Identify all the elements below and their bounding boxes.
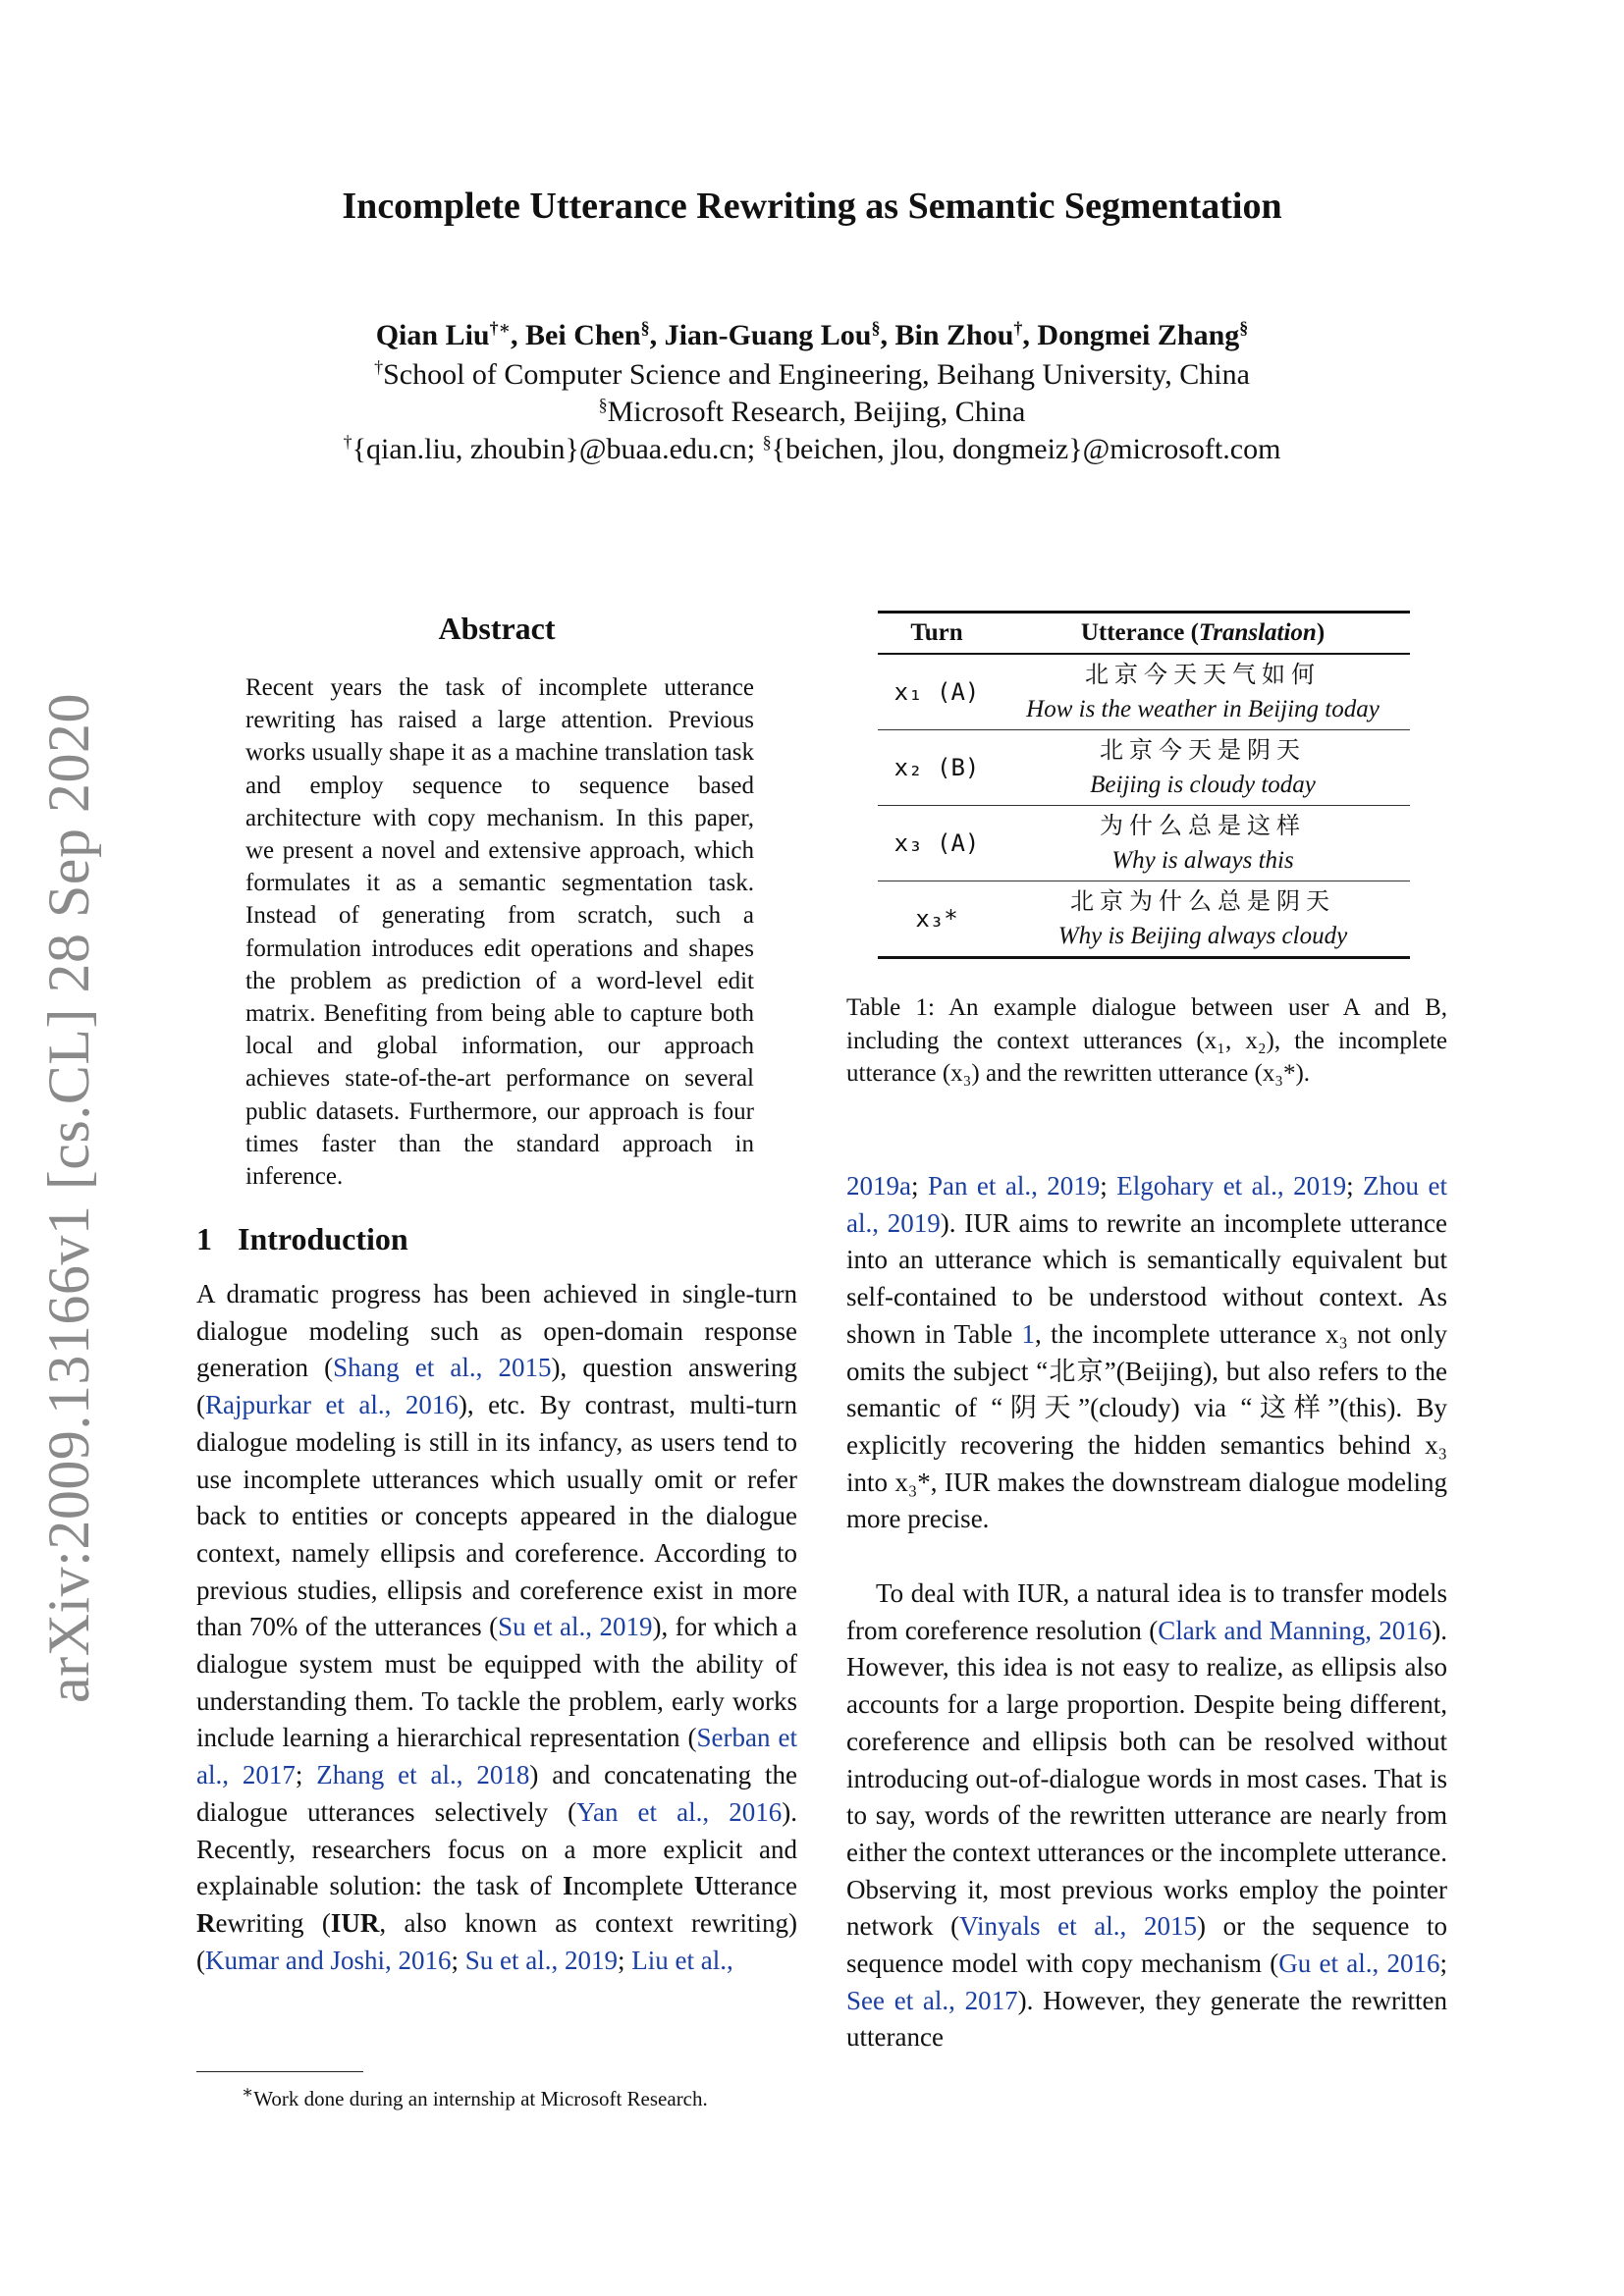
citation-link[interactable]: Vinyals et al., 2015 [959,1911,1197,1942]
intro-paragraph-right-2: To deal with IUR, a natural idea is to transfer models from coreference resolution (Clark and Manning, 2016). However, this idea is not easy to realize, as ellipsis also accounts for a large proportion. Despite being different, coreference and ellipsis both can be resolved without introducing out-of-dialogue words in most cases. That is to say, words of the rewritten utterance are nearly from either the context utterances or the incomplete utterance. Observing it, most previous works employ the pointer network (Vinyals et al., 2015) or the sequence to sequence model with copy mechanism (Gu et al., 2016; See et al., 2017). However, they generate the rewritten utterance [846,1578,1447,2053]
section-title: Introduction [238,1221,408,1256]
utterance-cell: 北京今天天气如何 How is the weather in Beijing today [996,654,1410,730]
footnote-mark: ∗ [242,2082,254,2102]
author-mark: § [871,318,881,338]
footnote-rule [196,2071,363,2072]
citation-link[interactable]: Zhang et al., 2018 [316,1760,530,1790]
utterance-cell: 北京为什么总是阴天 Why is Beijing always cloudy [996,881,1410,958]
author-mark: § [1239,318,1249,338]
table-row [878,881,1410,958]
citation-link[interactable]: 2019a [846,1171,911,1201]
author-mark: § [640,318,650,338]
section-heading [196,1221,408,1257]
author-emails [0,423,1624,468]
citation-link[interactable]: Liu et al., [631,1945,733,1975]
author-name: Bin Zhou [894,319,1014,351]
dialogue-table [878,611,1410,959]
email-beihang: {qian.liu, zhoubin}@buaa.edu.cn; [352,433,763,465]
turn-cell: x₁ (A) [878,654,996,730]
citation-link[interactable]: Pan et al., 2019 [927,1171,1101,1201]
turn-cell: x₂ (B) [878,730,996,806]
table-row [878,730,1410,806]
turn-cell: x₃* [878,881,996,958]
intro-paragraph-left: A dramatic progress has been achieved in single-turn dialogue modeling such as open-domain response generation (Shang et al., 2015), question answering (Rajpurkar et al., 2016), etc. By contrast, multi-turn dialogue modeling is still in its infancy, as users tend to use incomplete utterances which usually omit or refer back to entities or concepts appeared in the dialogue context, namely ellipsis and coreference. According to previous studies, ellipsis and coreference exist in more than 70% of the utterances (Su et al., 2019), for which a dialogue system must be equipped with the ability of understanding them. To tackle the problem, early works include learning a hierarchical representation (Serban et al., 2017; Zhang et al., 2018) and concatenating the dialogue utterances selectively (Yan et al., 2016). Recently, researchers focus on a more explicit and explainable solution: the task of Incomplete Utterance Rewriting (IUR, also known as context rewriting) (Kumar and Joshi, 2016; Su et al., 2019; Liu et al., [196,1279,798,1975]
table-reference-link[interactable]: 1 [1021,1318,1036,1349]
citation-link[interactable]: Rajpurkar et al., 2016 [205,1390,459,1420]
footnote-text: Work done during an internship at Microsoft Research. [253,2087,708,2110]
arxiv-sidebar [29,692,108,1703]
table-caption: Table 1: An example dialogue between user A and B, including the context utterances (x₁, x₂), the incomplete utterance (x₃) and the rewritten utterance (x₃*). [846,994,1447,1087]
utterance-cell: 北京今天是阴天 Beijing is cloudy today [996,730,1410,806]
citation-link[interactable]: See et al., 2017 [846,1985,1018,2015]
table-header-turn: Turn [878,613,996,655]
abstract-text: Recent years the task of incomplete utterance rewriting has raised a large attention. Previous works usually shape it as a machine translation task and employ sequence to sequence based architecture with copy mechanism. In this paper, we present a novel and extensive approach, which formulates it as a semantic segmentation task. Instead of generating from scratch, such a formulation introduces edit operations and shapes the problem as prediction of a word-level edit matrix. Benefiting from being able to capture both local and global information, our approach achieves state-of-the-art performance on several public datasets. Furthermore, our approach is four times faster than the standard approach in inference. [245,674,754,1191]
citation-link[interactable]: Clark and Manning, 2016 [1158,1615,1433,1645]
author-mark: † [1013,318,1023,338]
table-row [878,654,1410,730]
affiliation-text: Microsoft Research, Beijing, China [607,396,1026,428]
citation-link[interactable]: Zhou et al., 2019 [846,1171,1447,1238]
citation-link[interactable]: Su et al., 2019 [498,1612,653,1642]
utterance-cell: 为什么总是这样 Why is always this [996,806,1410,881]
author-name: Dongmei Zhang [1037,319,1240,351]
affiliation-text: School of Computer Science and Engineering, Beihang University, China [383,358,1250,391]
author-mark: †∗ [489,318,512,338]
citation-link[interactable]: Su et al., 2019 [464,1945,618,1975]
table-header-utterance: Utterance (Translation) [996,613,1410,655]
affiliation-mark: † [374,357,384,377]
citation-link[interactable]: Serban et al., 2017 [196,1723,797,1790]
citation-link[interactable]: Shang et al., 2015 [333,1353,552,1383]
citation-link[interactable]: Kumar and Joshi, 2016 [205,1945,452,1975]
author-name: Bei Chen [525,319,641,351]
footnote [196,2079,797,2111]
author-name: Jian-Guang Lou [664,319,872,351]
author-list: Qian Liu†∗, Bei Chen§, Jian-Guang Lou§, Bin Zhou†, Dongmei Zhang§ [375,318,1249,351]
citation-link[interactable]: Gu et al., 2016 [1278,1949,1440,1979]
paper-title: Incomplete Utterance Rewriting as Semantic Segmentation [342,186,1282,227]
turn-cell: x₃ (A) [878,806,996,881]
affiliation-mark: † [343,432,352,452]
arxiv-identifier: arXiv:2009.13166v1 [cs.CL] 28 Sep 2020 [35,692,101,1703]
affiliation-mark: § [598,395,608,414]
table-row [878,806,1410,881]
citation-link[interactable]: Yan et al., 2016 [576,1796,783,1827]
citation-link[interactable]: Elgohary et al., 2019 [1116,1171,1347,1201]
email-microsoft: {beichen, jlou, dongmeiz}@microsoft.com [771,433,1281,465]
author-name: Qian Liu [375,319,490,351]
abstract-heading: Abstract [438,611,556,646]
affiliation-mark: § [762,432,772,452]
section-number: 1 [196,1221,212,1256]
intro-paragraph-right-1: 2019a; Pan et al., 2019; Elgohary et al., 2019; Zhou et al., 2019). IUR aims to rewrite an incomplete utterance into an utterance which is semantically equivalent but self-contained to be understood without context. As shown in Table 1, the incomplete utterance x₃ not only omits the subject “北京”(Beijing), but also refers to the semantic of “阴天”(cloudy) via “这样”(this). By explicitly recovering the hidden semantics behind x₃ into x₃*, IUR makes the downstream dialogue modeling more precise. [846,1171,1447,1534]
